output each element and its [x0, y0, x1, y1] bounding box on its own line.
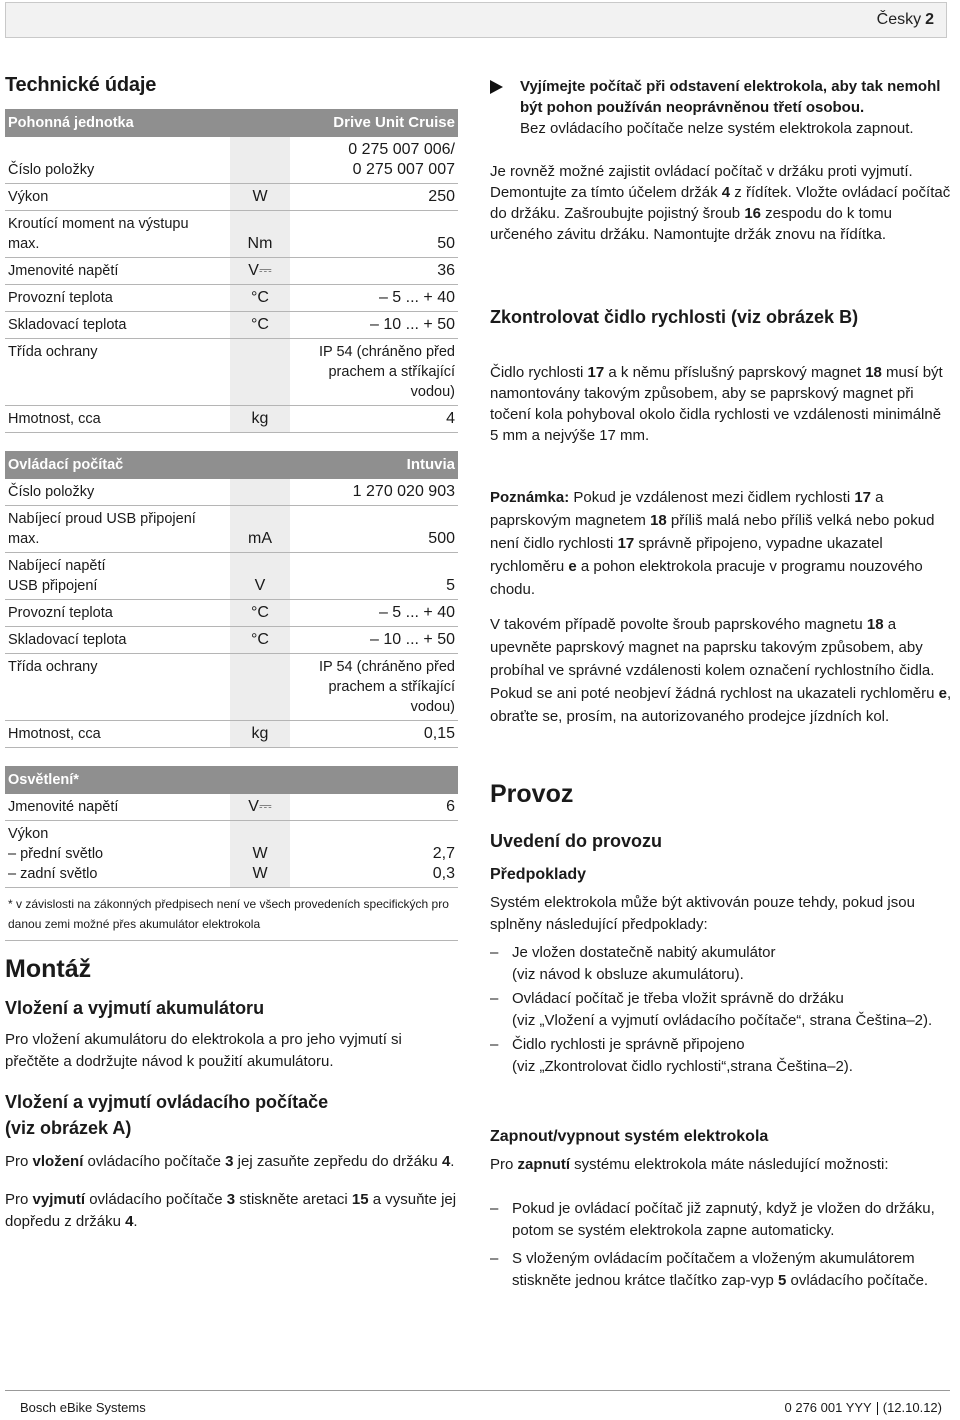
footnote: * v závislosti na zákonných předpisech není ve všech provedeních specifických pro danou zemi možné přes akumulátor elektrokola: [5, 888, 458, 941]
sensor-title: Zkontrolovat čidlo rychlosti (viz obrázek B): [490, 307, 859, 327]
case-text: V takovém případě povolte šroub paprskového magnetu 18 a upevněte paprskový magnet na paprsku takovým způsobem, aby probíhal ve správné vzdálenosti kolem označení rychlostního čidla. Pokud se ani poté neobjeví žádná rychlost na ukazateli rychloměru e, obraťte se, prosím, na autorizovaného prodejce jízdních kol.: [490, 616, 952, 725]
list-item: – Čidlo rychlosti je správně připojeno (viz „Zkontrolovat čidlo rychlosti“,strana Čeština–2).: [490, 1036, 853, 1075]
remove-instruction: Pro vyjmutí ovládacího počítače 3 stiskněte aretaci 15 a vysuňte jej dopředu z držáku 4.: [5, 1191, 457, 1230]
left-column: [5, 74, 460, 1245]
prereq-text: Systém elektrokola může být aktivován pouze tehdy, pokud jsou splněny následující předpoklady:: [490, 894, 915, 933]
table-row: Výkon W 250: [5, 184, 458, 211]
footer-doc-info: 0 276 001 YYY (12.10.12): [784, 1400, 942, 1415]
table-row: Skladovací teplota °C – 10 ... + 50: [5, 312, 458, 339]
list-item: – Je vložen dostatečně nabitý akumulátor (viz návod k obsluze akumulátoru).: [490, 944, 776, 983]
list-item: – Ovládací počítač je třeba vložit správně do držáku (viz „Vložení a vyjmutí ovládacího počítače“, strana Čeština–2).: [490, 990, 933, 1029]
sensor-text: Čidlo rychlosti 17 a k němu příslušný paprskový magnet 18 musí být namontovány takovým způsobem, aby se paprskový magnet při točení kola pohyboval okolo čidla rychlosti ve vzdálenosti minimálně 5 mm a nejvýše 17 mm.: [490, 364, 943, 444]
drive-unit-table: [5, 109, 458, 433]
prereq-title: Předpoklady: [490, 866, 587, 883]
table-row: Výkon – přední světlo – zadní světlo W W 2,7 0,3: [5, 821, 458, 888]
table-header-row: Ovládací počítač Intuvia: [5, 451, 458, 479]
prereq-list: [490, 942, 952, 1078]
table-row: Kroutící moment na výstupu max. Nm 50: [5, 211, 458, 258]
start-title: Uvedení do provozu: [490, 831, 663, 851]
footer-brand: Bosch eBike Systems: [20, 1400, 146, 1415]
table-row: Jmenovité napětí V⎓ 36: [5, 258, 458, 285]
right-column: [490, 76, 952, 1304]
table-row: Hmotnost, cca kg 4: [5, 406, 458, 433]
list-item: – Pokud je ovládací počítač již zapnutý, když je vložen do držáku, potom se systém elektrokola zapne automaticky.: [490, 1200, 935, 1239]
page-language: [877, 11, 934, 29]
footnote-row: [5, 888, 458, 941]
onoff-text: Pro zapnutí systému elektrokola máte následující možnosti:: [490, 1156, 889, 1173]
table-row: Nabíjecí napětí USB připojení V 5: [5, 553, 458, 600]
table-row: [5, 137, 458, 184]
onoff-list: [490, 1198, 952, 1292]
battery-section-title: Vložení a vyjmutí akumulátoru: [5, 998, 265, 1018]
onoff-title: Zapnout/vypnout systém elektrokola: [490, 1128, 769, 1145]
page-number: 2: [925, 11, 934, 28]
row-value: 0 275 007 006/ 0 275 007 007: [290, 137, 458, 184]
tech-data-title: Technické údaje: [5, 74, 157, 96]
table-row: Skladovací teplota °C – 10 ... + 50: [5, 627, 458, 654]
table-row: Hmotnost, cca kg 0,15: [5, 721, 458, 748]
table-row: Provozní teplota °C – 5 ... + 40: [5, 600, 458, 627]
table-row: Provozní teplota °C – 5 ... + 40: [5, 285, 458, 312]
computer-section-title: Vložení a vyjmutí ovládacího počítače (viz obrázek A): [5, 1092, 329, 1138]
lock-text: Je rovněž možné zajistit ovládací počítač v držáku proti vyjmutí. Demontujte za tímto účelem držák 4 z řídítek. Vložte ovládací počítač do držáku. Zašroubujte pojistný šroub 16 zespodu do k tomu určeného závitu držáku. Namontujte držák znovu na řídítka.: [490, 163, 951, 243]
drive-head-value: Drive Unit Cruise: [290, 109, 458, 137]
lighting-table: [5, 766, 458, 941]
computer-table: [5, 451, 458, 748]
table-row: Číslo položky 1 270 020 903: [5, 479, 458, 506]
provoz-title: Provoz: [490, 780, 574, 808]
montaz-title: Montáž: [5, 955, 92, 983]
table-header-row: Osvětlení*: [5, 766, 458, 794]
row-label: Číslo položky: [5, 137, 230, 184]
language-label: Česky: [876, 11, 922, 28]
battery-text: Pro vložení akumulátoru do elektrokola a pro jeho vyjmutí si přečtěte a dodržujte návod k použití akumulátoru.: [5, 1031, 402, 1070]
table-header-row: [5, 109, 458, 137]
drive-head-label: Pohonná jednotka: [5, 109, 290, 137]
note-text: Poznámka: Pokud je vzdálenost mezi čidlem rychlosti 17 a paprskovým magnetem 18 příliš malá nebo příliš velká nebo pokud není čidlo rychlosti 17 správně připojeno, vypadne ukazatel rychloměru e a pohon elektrokola pracuje v programu nouzového chodu.: [490, 489, 935, 598]
table-row: Jmenovité napětí V⎓ 6: [5, 794, 458, 821]
table-row: Třída ochrany IP 54 (chráněno před prachem a stříkající vodou): [5, 654, 458, 721]
page-header: [5, 2, 947, 38]
footer-divider: [5, 1390, 950, 1391]
arrow-bullet-icon: [490, 80, 503, 94]
table-row: Třída ochrany IP 54 (chráněno před prachem a stříkající vodou): [5, 339, 458, 406]
table-row: Nabíjecí proud USB připojení max. mA 500: [5, 506, 458, 553]
warning-item: Vyjímejte počítač při odstavení elektrokola, aby tak nemohl být pohon používán neoprávněnou třetí osobou. Bez ovládacího počítače nelze systém elektrokola zapnout.: [490, 76, 952, 139]
list-item: – S vloženým ovládacím počítačem a vloženým akumulátorem stiskněte jednou krátce tlačítko zap-vyp 5 ovládacího počítače.: [490, 1250, 929, 1289]
insert-instruction: Pro vložení ovládacího počítače 3 jej zasuňte zepředu do držáku 4.: [5, 1153, 455, 1170]
